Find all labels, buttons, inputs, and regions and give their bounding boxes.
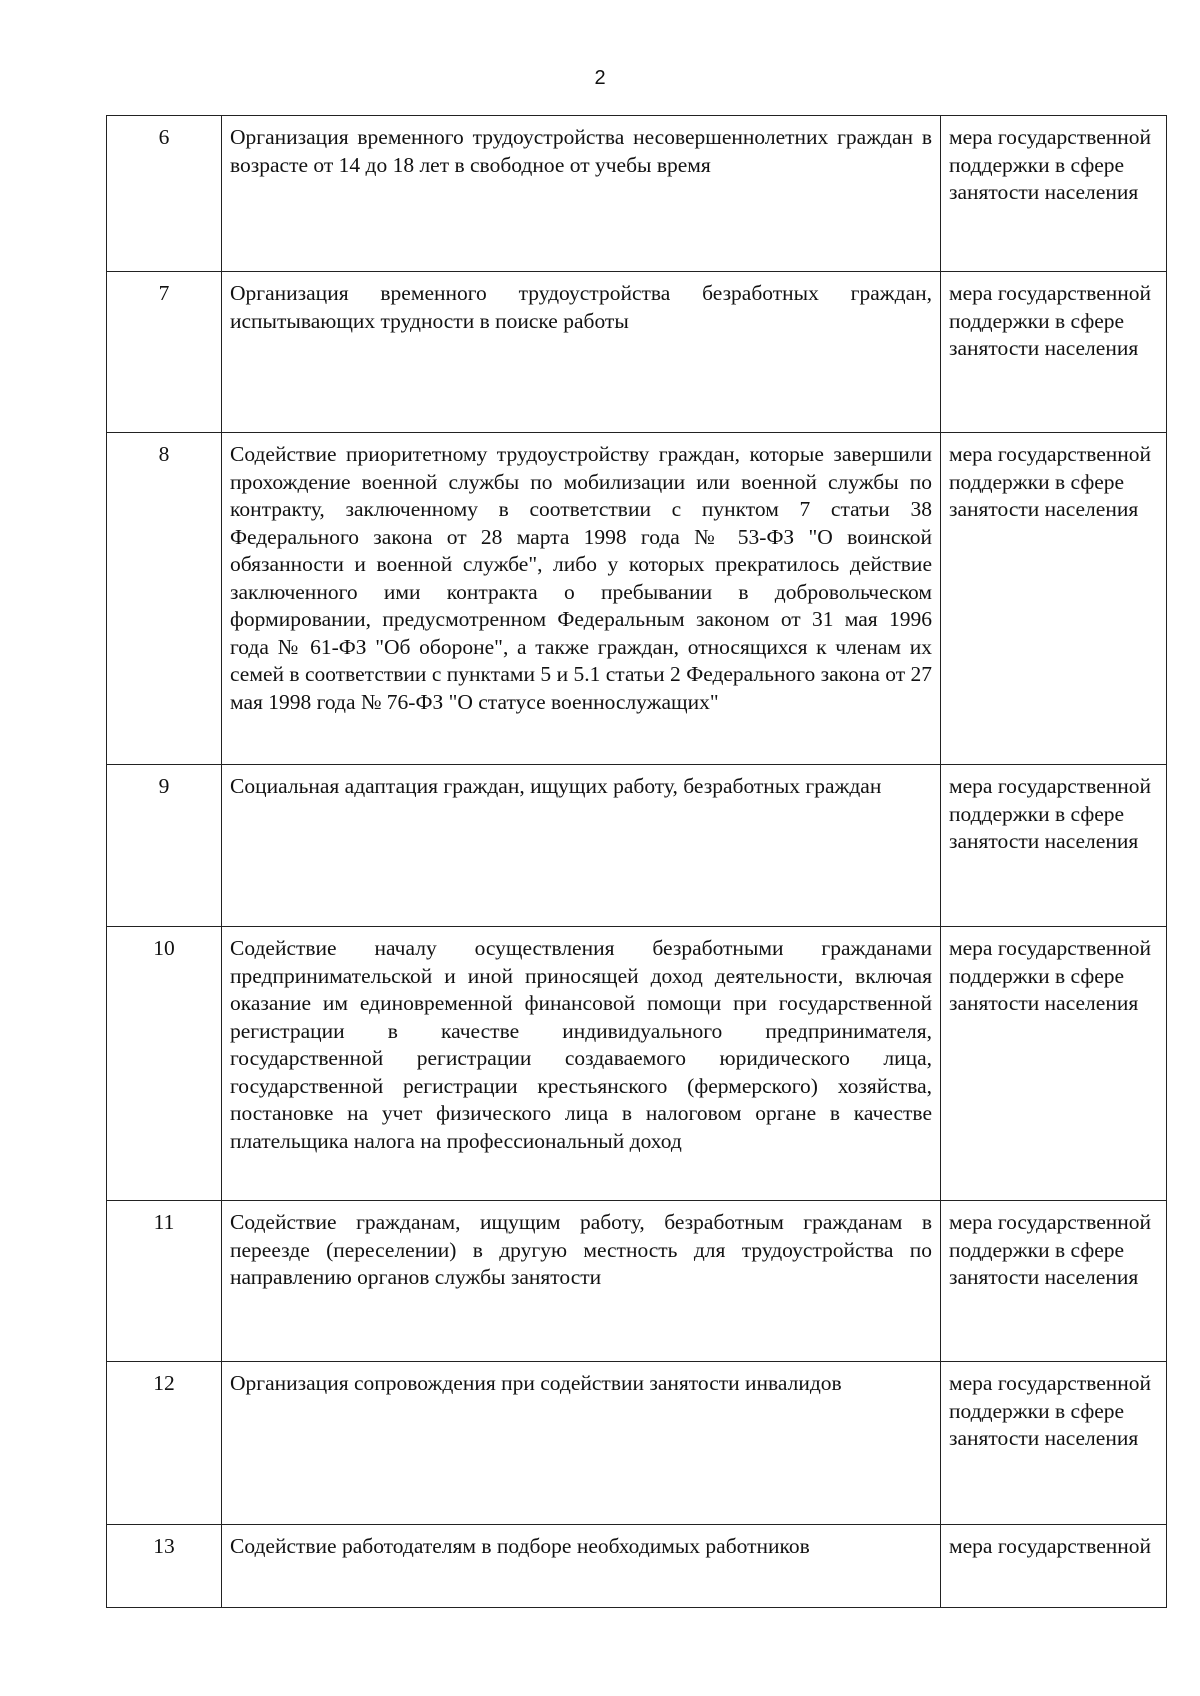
page-number: 2 (594, 67, 606, 89)
service-type: мера государственной поддержки в сфере занятости населения (941, 1201, 1167, 1362)
service-name: Социальная адаптация граждан, ищущих работу, безработных граждан (222, 765, 941, 927)
table-row (107, 1362, 1167, 1525)
row-number: 12 (107, 1362, 222, 1525)
service-name: Содействие началу осуществления безработными гражданами предпринимательской и иной приносящей доход деятельности, включая оказание им единовременной финансовой помощи при государственной регистрации в качестве индивидуального предпринимателя, государственной регистрации создаваемого юридического лица, государственной регистрации крестьянского (фермерского) хозяйства, постановке на учет физического лица в налоговом органе в качестве плательщика налога на профессиональный доход (222, 927, 941, 1201)
service-name: Содействие приоритетному трудоустройству граждан, которые завершили прохождение военной службы по мобилизации или военной службы по контракту, заключенному в соответствии с пунктом 7 статьи 38 Федерального закона от 28 марта 1998 года № 53-ФЗ "О воинской обязанности и военной службе", либо у которых прекратилось действие заключенного ими контракта о пребывании в добровольческом формировании, предусмотренном Федеральным законом от 31 мая 1996 года № 61-ФЗ "Об обороне", а также граждан, относящихся к членам их семей в соответствии с пунктами 5 и 5.1 статьи 2 Федерального закона от 27 мая 1998 года № 76-ФЗ "О статусе военнослужащих" (222, 433, 941, 765)
table-row (107, 765, 1167, 927)
row-number: 6 (107, 116, 222, 272)
table-row (107, 1525, 1167, 1608)
row-number: 7 (107, 272, 222, 433)
service-type: мера государственной поддержки в сфере занятости населения (941, 927, 1167, 1201)
table-row (107, 116, 1167, 272)
table-row (107, 1201, 1167, 1362)
services-table (106, 115, 1167, 1608)
service-type: мера государственной поддержки в сфере занятости населения (941, 116, 1167, 272)
service-name: Организация сопровождения при содействии занятости инвалидов (222, 1362, 941, 1525)
row-number: 8 (107, 433, 222, 765)
table-row (107, 272, 1167, 433)
service-type: мера государственной поддержки в сфере занятости населения (941, 272, 1167, 433)
service-name: Содействие гражданам, ищущим работу, безработным гражданам в переезде (переселении) в другую местность для трудоустройства по направлению органов службы занятости (222, 1201, 941, 1362)
service-type: мера государственной поддержки в сфере занятости населения (941, 765, 1167, 927)
service-type: мера государственной поддержки в сфере занятости населения (941, 1362, 1167, 1525)
row-number: 11 (107, 1201, 222, 1362)
service-type: мера государственной поддержки в сфере занятости населения (941, 433, 1167, 765)
service-name: Организация временного трудоустройства несовершеннолетних граждан в возрасте от 14 до 18 лет в свободное от учебы время (222, 116, 941, 272)
row-number: 10 (107, 927, 222, 1201)
table-row (107, 927, 1167, 1201)
service-name: Содействие работодателям в подборе необходимых работников (222, 1525, 941, 1608)
service-name: Организация временного трудоустройства безработных граждан, испытывающих трудности в поиске работы (222, 272, 941, 433)
table-row (107, 433, 1167, 765)
row-number: 13 (107, 1525, 222, 1608)
row-number: 9 (107, 765, 222, 927)
service-type: мера государственной (941, 1525, 1167, 1608)
